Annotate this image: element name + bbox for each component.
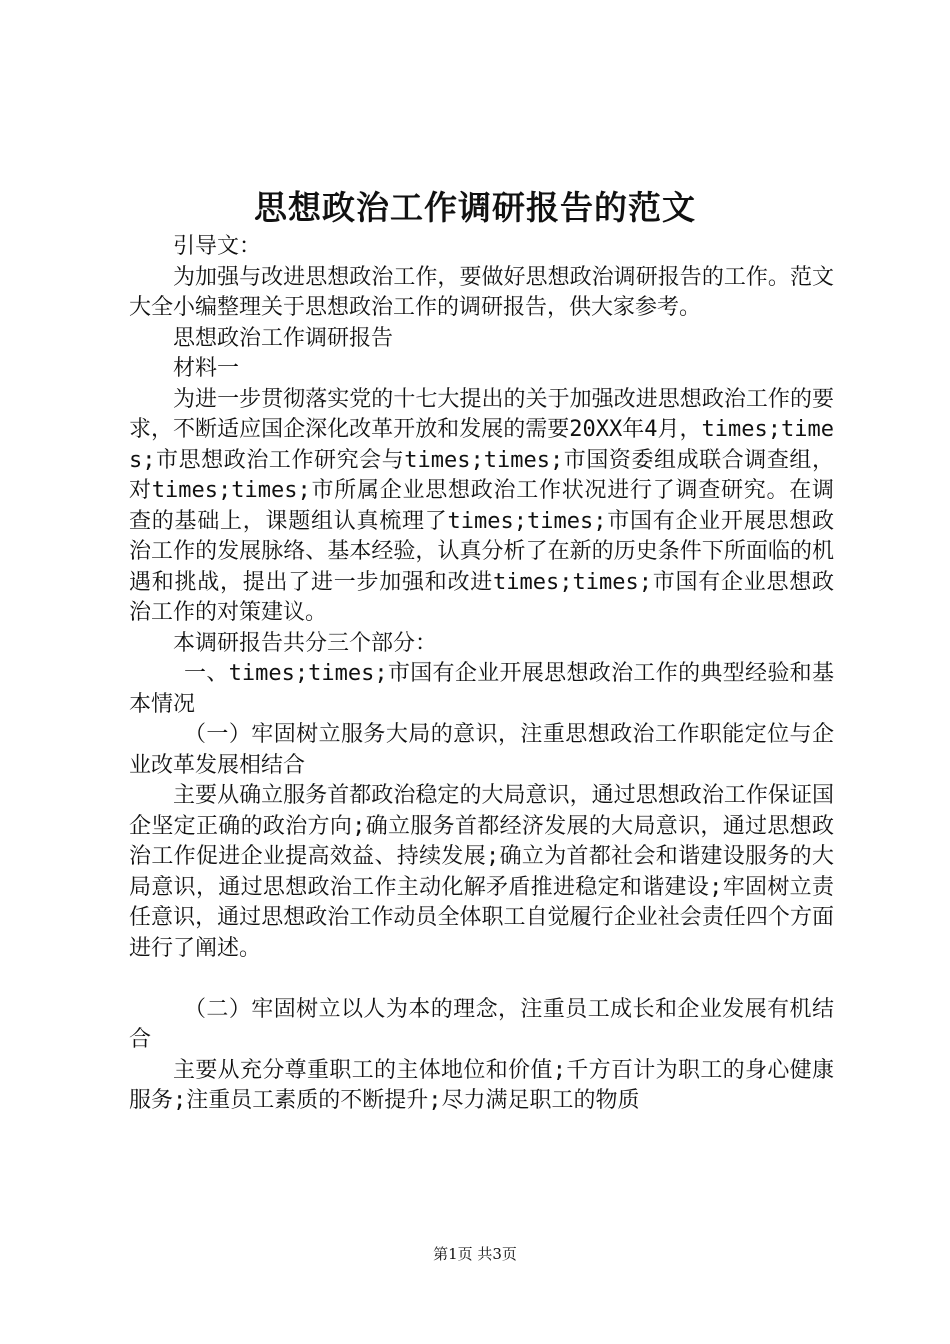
document-body <box>129 232 834 1117</box>
paragraph-structure: 本调研报告共分三个部分： <box>173 630 438 656</box>
subsection-heading-1: （一）牢固树立服务大局的意识，注重思想政治工作职能定位与企业改革发展相结合 <box>129 722 834 778</box>
page-number: 第1页 共3页 <box>433 1245 517 1263</box>
paragraph-subsection-1: 主要从确立服务首都政治稳定的大局意识，通过思想政治工作保证国企坚定正确的政治方向;确立服务首都经济发展的大局意识，通过思想政治工作促进企业提高效益、持续发展;确立为首都社会和谐建设服务的大局意识，通过思想政治工作主动化解矛盾推进稳定和谐建设;牢固树立责任意识，通过思想政治工作动员全体职工自觉履行企业社会责任四个方面进行了阐述。 <box>129 783 834 961</box>
paragraph-intro-label: 引导文： <box>173 234 262 259</box>
paragraph-subsection-2: 主要从充分尊重职工的主体地位和价值;千方百计为职工的身心健康服务;注重员工素质的不断提升;尽力满足职工的物质 <box>129 1057 834 1113</box>
paragraph-report-title: 思想政治工作调研报告 <box>173 325 394 351</box>
document-title: 思想政治工作调研报告的范文 <box>254 188 696 227</box>
paragraph-intro: 为加强与改进思想政治工作，要做好思想政治调研报告的工作。范文大全小编整理关于思想政治工作的调研报告，供大家参考。 <box>129 264 834 320</box>
paragraph-background: 为进一步贯彻落实党的十七大提出的关于加强改进思想政治工作的要求，不断适应国企深化改革开放和发展的需要20XX年4月，times;times;市思想政治工作研究会与times;times;市国资委组成联合调查组，对times;times;市所属企业思想政治工作状况进行了调查研究。在调查的基础上，课题组认真梳理了times;times;市国有企业开展思想政治工作的发展脉络、基本经验，认真分析了在新的历史条件下所面临的机遇和挑战，提出了进一步加强和改进times;times;市国有企业思想政治工作的对策建议。 <box>129 386 834 625</box>
subsection-heading-2: （二）牢固树立以人为本的理念，注重员工成长和企业发展有机结合 <box>129 996 834 1052</box>
section-heading-1: 一、times;times;市国有企业开展思想政治工作的典型经验和基本情况 <box>129 661 834 717</box>
paragraph-spacer <box>129 964 834 995</box>
paragraph-material-label: 材料一 <box>173 356 240 381</box>
